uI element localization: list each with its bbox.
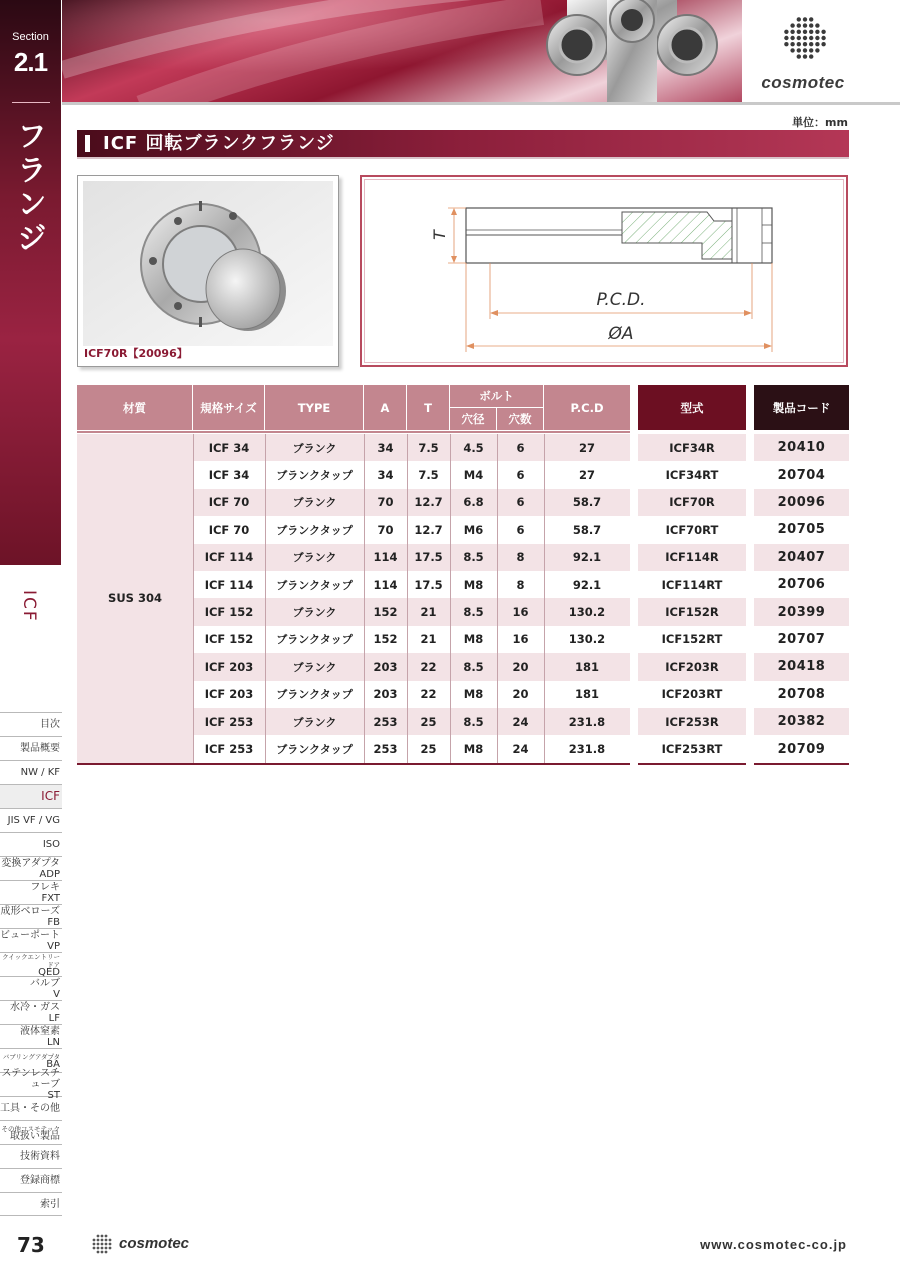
- logo-dot: [797, 54, 801, 58]
- logo-dot: [97, 1235, 100, 1238]
- cell-t: 17.5: [414, 550, 443, 565]
- nav-item-label: ADP: [39, 868, 60, 880]
- logo-dot: [797, 17, 801, 21]
- cell-a: 203: [373, 687, 398, 702]
- section-label: Section: [12, 31, 49, 43]
- cell-type: ブランク: [292, 606, 337, 620]
- brand-name: cosmotec: [761, 73, 845, 92]
- logo-dot: [101, 1239, 104, 1242]
- nav-item[interactable]: [0, 1144, 62, 1168]
- cell-count: 16: [512, 632, 529, 647]
- cell-model: ICF203RT: [661, 687, 723, 702]
- logo-dot: [809, 30, 813, 34]
- cell-a: 114: [373, 577, 398, 592]
- cell-hole: 8.5: [463, 550, 484, 565]
- logo-dot: [93, 1243, 96, 1246]
- logo-dot: [97, 1251, 100, 1254]
- nav-item-label: 成形ベローズ: [0, 905, 60, 917]
- cell-product-code: 20399: [777, 604, 826, 620]
- nav-item-label: VP: [47, 940, 60, 952]
- cell-size: ICF 70: [208, 495, 250, 510]
- dimension-t-label: T: [430, 230, 449, 240]
- logo-dot: [803, 30, 807, 34]
- cell-type: ブランクタップ: [276, 688, 353, 702]
- nav-item-label: QED: [38, 966, 60, 978]
- cell-model: ICF152RT: [661, 632, 723, 647]
- nav-item-label: フレキ: [30, 881, 60, 893]
- logo-dot: [809, 48, 813, 52]
- logo-dot: [797, 48, 801, 52]
- cell-count: 24: [512, 742, 529, 757]
- cell-type: ブランクタップ: [276, 743, 353, 757]
- cell-model: ICF70RT: [665, 522, 719, 537]
- table-header-rule: [77, 431, 630, 433]
- product-photo: [77, 175, 339, 367]
- dimension-drawing: [360, 175, 848, 367]
- nav-item-label: 水冷・ガス: [10, 1001, 60, 1013]
- title-underline: [77, 157, 849, 159]
- cell-a: 34: [377, 440, 394, 455]
- cell-size: ICF 203: [204, 687, 254, 702]
- section-divider: [12, 102, 50, 103]
- logo-dot: [797, 42, 801, 46]
- logo-dot: [815, 30, 819, 34]
- nav-item-label: ISO: [42, 839, 60, 850]
- logo-dot: [809, 17, 813, 21]
- logo-dot: [803, 17, 807, 21]
- header-model: 型式: [638, 385, 746, 430]
- logo-dot: [105, 1247, 108, 1250]
- cell-t: 12.7: [414, 522, 443, 537]
- nav-item-label: LF: [48, 1012, 60, 1024]
- cell-t: 7.5: [418, 468, 439, 483]
- cell-a: 253: [373, 714, 398, 729]
- nav-item[interactable]: [0, 760, 62, 784]
- cell-model: ICF34RT: [665, 468, 719, 483]
- logo-dot: [821, 36, 825, 40]
- logo-dot: [101, 1247, 104, 1250]
- header-bolt-hole: 穴径: [450, 408, 496, 430]
- table-bottom-rule: [77, 763, 630, 765]
- table-bottom-rule: [638, 763, 746, 765]
- cell-hole: M6: [463, 522, 484, 537]
- nav-item-label: V: [53, 988, 60, 1000]
- nav-item[interactable]: [0, 880, 62, 904]
- cell-count: 16: [512, 605, 529, 620]
- cell-model: ICF34R: [669, 440, 715, 455]
- nav-item[interactable]: [0, 736, 62, 760]
- cell-product-code: 20418: [777, 659, 826, 675]
- nav-item-label: FB: [47, 916, 60, 928]
- logo-dot: [790, 30, 794, 34]
- header-divider: [192, 385, 193, 430]
- nav-item-label: 製品概要: [20, 743, 60, 754]
- logo-dot: [809, 36, 813, 40]
- cell-a: 203: [373, 659, 398, 674]
- cell-count: 8: [516, 577, 525, 592]
- cell-t: 21: [420, 632, 437, 647]
- header-divider: [264, 385, 265, 430]
- nav-item-label: バブリングアダプタ: [2, 1052, 60, 1061]
- nav-item-label: 索引: [40, 1198, 60, 1210]
- cell-t: 7.5: [418, 440, 439, 455]
- nav-item-label: 液体窒素: [20, 1025, 60, 1037]
- logo-dot: [790, 42, 794, 46]
- cell-type: ブランク: [292, 551, 337, 565]
- cell-count: 8: [516, 550, 525, 565]
- cell-hole: M8: [463, 632, 484, 647]
- header-divider: [543, 385, 544, 430]
- header-t: T: [407, 385, 449, 430]
- logo-dot: [790, 23, 794, 27]
- nav-item[interactable]: [0, 856, 62, 880]
- header-type: TYPE: [265, 385, 363, 430]
- cell-model: ICF114RT: [661, 577, 723, 592]
- unit-label: 単位：mm: [792, 116, 848, 129]
- logo-dot: [803, 36, 807, 40]
- cell-product-code: 20706: [777, 577, 826, 593]
- cell-a: 34: [377, 468, 394, 483]
- header-size: 規格サイズ: [193, 385, 264, 430]
- section-number: 2.1: [13, 47, 48, 77]
- cell-size: ICF 34: [208, 468, 250, 483]
- cell-type: ブランクタップ: [276, 633, 353, 647]
- header-material: 材質: [77, 385, 192, 430]
- cell-model: ICF253RT: [661, 742, 723, 757]
- cell-pcd: 181: [574, 659, 599, 674]
- logo-dot: [809, 54, 813, 58]
- nav-item[interactable]: [0, 832, 62, 856]
- logo-dot: [803, 23, 807, 27]
- logo-dot: [803, 42, 807, 46]
- cell-pcd: 27: [578, 440, 595, 455]
- vacuum-cross-illustration: [62, 0, 742, 102]
- spec-table: [77, 385, 849, 765]
- nav-item[interactable]: [0, 1120, 62, 1144]
- nav-item[interactable]: [0, 712, 62, 736]
- cell-a: 253: [373, 742, 398, 757]
- cell-count: 20: [512, 687, 529, 702]
- cell-pcd: 130.2: [568, 605, 606, 620]
- cell-model: ICF70R: [669, 495, 715, 510]
- cell-pcd: 92.1: [572, 550, 602, 565]
- cell-t: 21: [420, 605, 437, 620]
- nav-item-label: NW / KF: [20, 767, 60, 778]
- nav-item-label: 変換アダプタ: [1, 857, 60, 869]
- logo-dot: [821, 30, 825, 34]
- cell-size: ICF 70: [208, 522, 250, 537]
- cell-size: ICF 203: [204, 659, 254, 674]
- nav-item[interactable]: [0, 1000, 62, 1024]
- logo-dot: [784, 36, 788, 40]
- cell-pcd: 231.8: [568, 714, 606, 729]
- cell-count: 6: [516, 468, 525, 483]
- cell-type: ブランク: [292, 441, 337, 455]
- logo-dot: [109, 1247, 112, 1250]
- cell-hole: M8: [463, 687, 484, 702]
- nav-item-label: 登録商標: [20, 1175, 60, 1186]
- cell-size: ICF 34: [208, 440, 250, 455]
- nav-item-label: ビューポート: [0, 929, 60, 941]
- logo-dot: [815, 48, 819, 52]
- nav-item[interactable]: [0, 904, 62, 928]
- nav-item[interactable]: [0, 1168, 62, 1192]
- category-nav: [0, 712, 62, 1216]
- cell-product-code: 20407: [777, 549, 826, 565]
- cell-hole: 8.5: [463, 605, 484, 620]
- cell-size: ICF 253: [204, 714, 254, 729]
- header-code: 製品コード: [754, 385, 849, 430]
- logo-dot: [105, 1243, 108, 1246]
- logo-dot: [784, 30, 788, 34]
- cell-count: 20: [512, 659, 529, 674]
- cell-type: ブランク: [292, 715, 337, 729]
- nav-item[interactable]: [0, 1024, 62, 1048]
- cell-product-code: 20708: [777, 686, 826, 702]
- header-a: A: [364, 385, 406, 430]
- logo-dot: [101, 1251, 104, 1254]
- cell-model: ICF203R: [665, 659, 719, 674]
- header-divider: [449, 385, 450, 430]
- nav-item-label: 技術資料: [20, 1151, 60, 1162]
- header-bolt: ボルト: [450, 385, 543, 407]
- cell-t: 22: [420, 687, 437, 702]
- logo-dot: [809, 42, 813, 46]
- cell-model: ICF114R: [665, 550, 719, 565]
- cell-hole: 8.5: [463, 714, 484, 729]
- logo-dot: [784, 42, 788, 46]
- nav-item-label: ST: [47, 1090, 60, 1101]
- header-bolt-count: 穴数: [497, 408, 543, 430]
- cell-t: 25: [420, 714, 437, 729]
- nav-item[interactable]: [0, 952, 62, 976]
- header-divider: [406, 385, 407, 430]
- cell-a: 70: [377, 522, 394, 537]
- cell-size: ICF 152: [204, 605, 254, 620]
- logo-dot: [97, 1247, 100, 1250]
- flange-cross-section-diagram: [362, 177, 846, 365]
- cell-pcd: 231.8: [568, 742, 606, 757]
- logo-dot: [815, 42, 819, 46]
- website-url: www.cosmotec-co.jp: [700, 1237, 847, 1252]
- cell-type: ブランクタップ: [276, 469, 353, 483]
- nav-item-label: 工具・その他: [0, 1103, 60, 1114]
- nav-item-label: バルブ: [30, 977, 60, 989]
- nav-item-label: 取扱い製品: [10, 1130, 60, 1142]
- logo-dot: [93, 1239, 96, 1242]
- logo-dot: [815, 23, 819, 27]
- nav-item[interactable]: [0, 976, 62, 1000]
- cell-a: 114: [373, 550, 398, 565]
- photo-caption: ICF70R【20096】: [84, 347, 188, 360]
- cell-product-code: 20709: [777, 741, 826, 757]
- cell-size: ICF 152: [204, 632, 254, 647]
- logo-dot: [97, 1239, 100, 1242]
- cell-size: ICF 253: [204, 742, 254, 757]
- logo-dot: [109, 1243, 112, 1246]
- logo-dot: [790, 36, 794, 40]
- logo-dot: [797, 23, 801, 27]
- cell-size: ICF 114: [204, 577, 254, 592]
- footer-brand-name: cosmotec: [119, 1235, 190, 1252]
- cell-pcd: 27: [578, 468, 595, 483]
- nav-item-label: ICF: [41, 789, 60, 803]
- cell-t: 22: [420, 659, 437, 674]
- nav-item-label: ステンレスチューブ: [1, 1068, 60, 1090]
- nav-item[interactable]: [0, 928, 62, 952]
- nav-item[interactable]: [0, 1192, 62, 1216]
- cell-product-code: 20705: [777, 522, 826, 538]
- nav-item[interactable]: [0, 784, 62, 808]
- current-category-label: ICF: [19, 590, 39, 623]
- cell-hole: 4.5: [463, 440, 484, 455]
- section-title: フランジ: [11, 120, 46, 256]
- cell-count: 24: [512, 714, 529, 729]
- logo-dot: [803, 54, 807, 58]
- logo-dot: [809, 23, 813, 27]
- cell-product-code: 20382: [777, 714, 826, 730]
- cell-product-code: 20704: [777, 467, 826, 483]
- cell-type: ブランク: [292, 496, 337, 510]
- nav-item-label: BA: [46, 1058, 60, 1070]
- cell-product-code: 20096: [777, 494, 826, 510]
- cell-model: ICF152R: [665, 605, 719, 620]
- nav-item-label: クイックエントリードア: [2, 952, 60, 969]
- logo-dot: [109, 1239, 112, 1242]
- header-banner-image: [62, 0, 742, 102]
- section-side-band: [0, 0, 61, 565]
- logo-dot: [101, 1235, 104, 1238]
- nav-item[interactable]: [0, 808, 62, 832]
- logo-dot: [105, 1251, 108, 1254]
- flange-photo-image: [83, 181, 333, 346]
- cell-product-code: 20410: [777, 440, 826, 456]
- cell-hole: M8: [463, 577, 484, 592]
- logo-dot: [97, 1243, 100, 1246]
- cell-pcd: 130.2: [568, 632, 606, 647]
- logo-dot: [105, 1239, 108, 1242]
- material-cell: SUS 304: [108, 591, 162, 606]
- dimension-a-label: ØA: [608, 324, 634, 344]
- logo-dot: [821, 42, 825, 46]
- logo-dot: [797, 30, 801, 34]
- nav-item-label: LN: [46, 1036, 60, 1048]
- cell-pcd: 92.1: [572, 577, 602, 592]
- logo-dot: [101, 1243, 104, 1246]
- logo-dot: [815, 36, 819, 40]
- logo-dot: [797, 36, 801, 40]
- cell-pcd: 181: [574, 687, 599, 702]
- cell-count: 6: [516, 495, 525, 510]
- logo-dot: [790, 48, 794, 52]
- cell-pcd: 58.7: [572, 495, 602, 510]
- nav-item-label: FXT: [41, 892, 60, 904]
- cell-type: ブランクタップ: [276, 578, 353, 592]
- header-rule: [62, 102, 900, 105]
- dimension-pcd-label: P.C.D.: [596, 290, 646, 310]
- cell-a: 70: [377, 495, 394, 510]
- nav-item-label: その他コスモテック: [1, 1124, 60, 1133]
- page-number: 73: [17, 1233, 45, 1257]
- nav-item-label: 目次: [40, 719, 60, 730]
- cell-pcd: 58.7: [572, 522, 602, 537]
- cell-model: ICF253R: [665, 714, 719, 729]
- header-pcd: P.C.D: [544, 385, 630, 430]
- cell-hole: 8.5: [463, 659, 484, 674]
- cell-hole: 6.8: [463, 495, 484, 510]
- cell-t: 25: [420, 742, 437, 757]
- footer-cosmotec-logo-icon: [88, 1232, 118, 1256]
- page-title: ICF 回転ブランクフランジ: [77, 130, 849, 157]
- logo-dot: [93, 1247, 96, 1250]
- table-bottom-rule: [754, 763, 849, 765]
- cell-hole: M4: [463, 468, 484, 483]
- cell-size: ICF 114: [204, 550, 254, 565]
- cell-type: ブランク: [292, 660, 337, 674]
- logo-dot: [105, 1235, 108, 1238]
- cell-a: 152: [373, 605, 398, 620]
- cell-count: 6: [516, 522, 525, 537]
- cell-count: 6: [516, 440, 525, 455]
- cell-t: 17.5: [414, 577, 443, 592]
- header-divider: [363, 385, 364, 430]
- logo-dot: [803, 48, 807, 52]
- cell-hole: M8: [463, 742, 484, 757]
- cell-product-code: 20707: [777, 631, 826, 647]
- cell-t: 12.7: [414, 495, 443, 510]
- cell-type: ブランクタップ: [276, 523, 353, 537]
- nav-item[interactable]: [0, 1068, 62, 1101]
- nav-item-label: JIS VF / VG: [7, 815, 60, 826]
- cell-a: 152: [373, 632, 398, 647]
